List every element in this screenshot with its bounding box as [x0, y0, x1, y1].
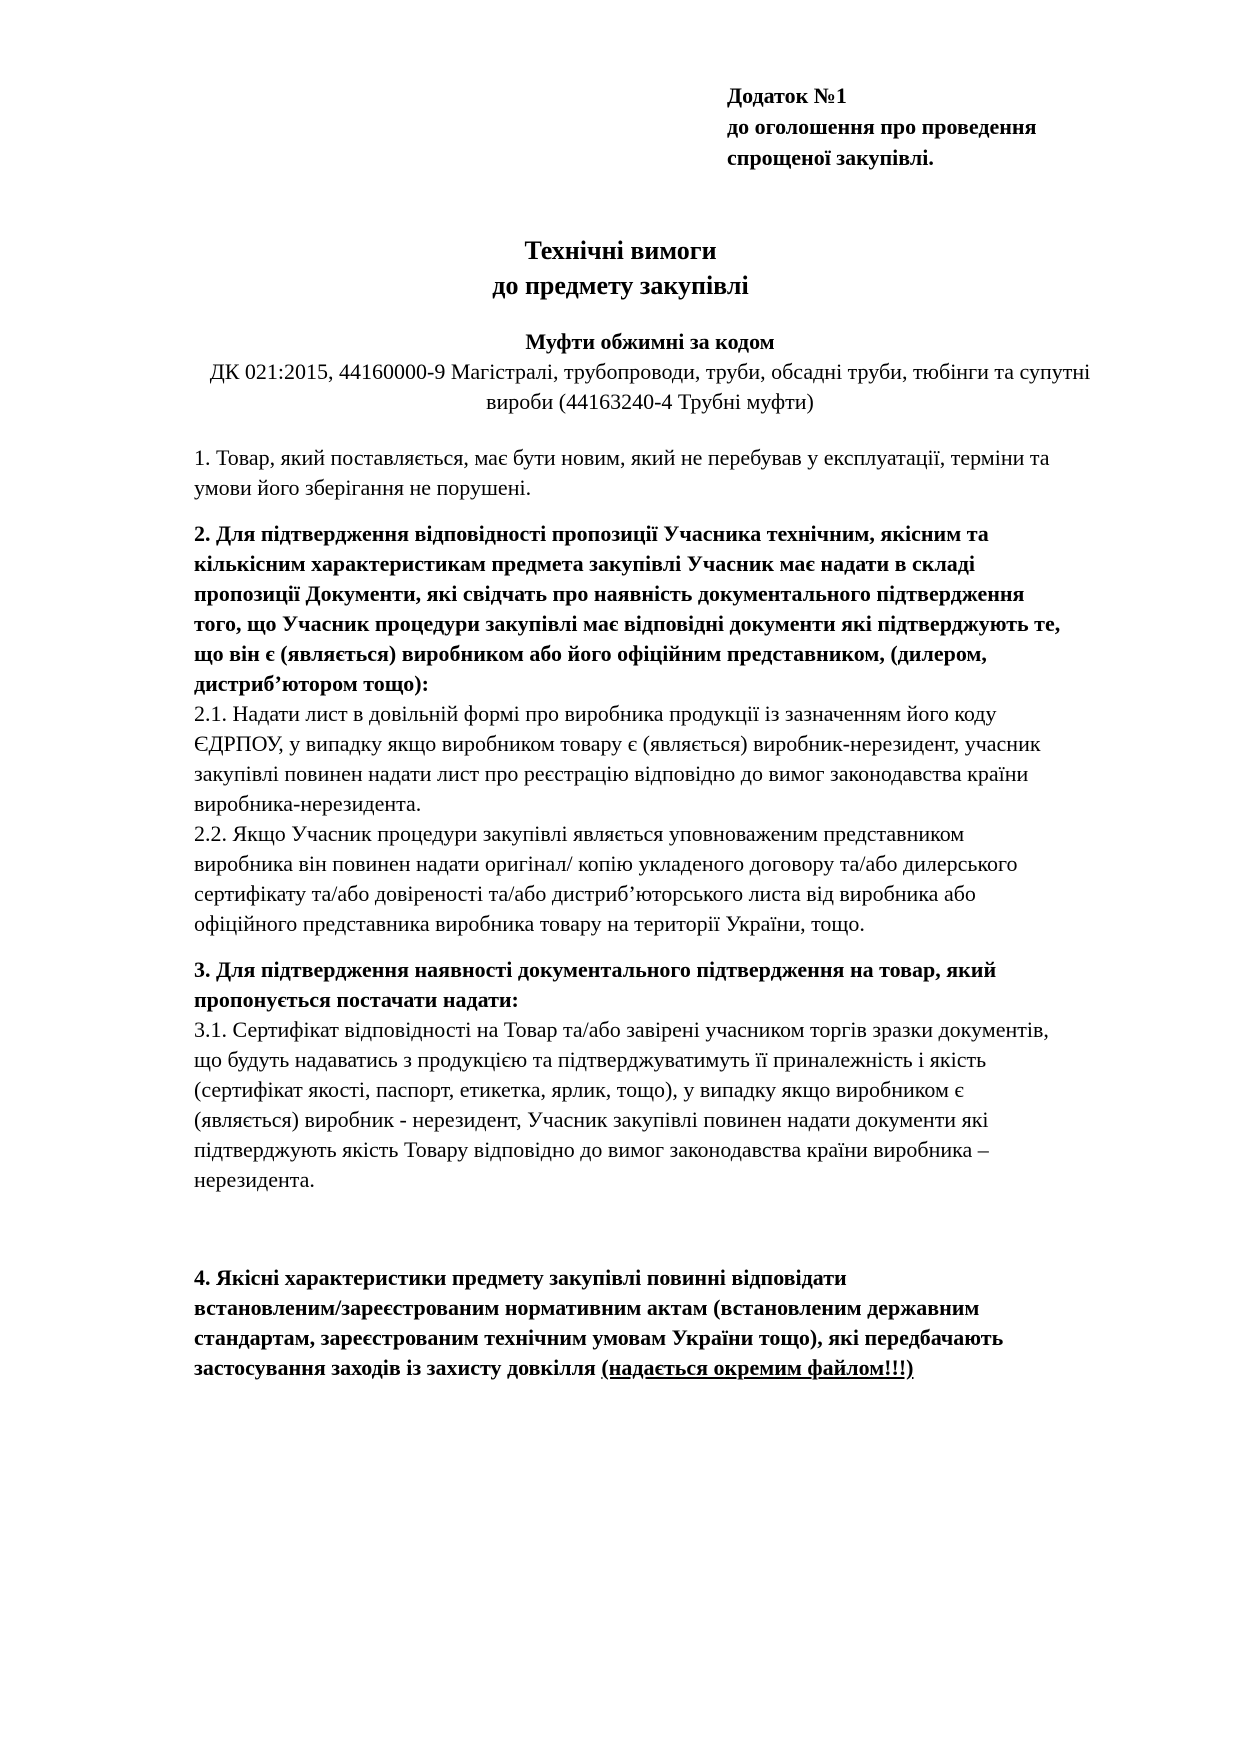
section-4-last-line — [194, 1353, 1194, 1383]
section-2-heading-line: того, що Учасник процедури закупівлі має відповідні документи які підтверджують те, — [194, 611, 1061, 636]
title-line-2: до предмету закупівлі — [492, 271, 749, 300]
annex-number: Додаток №1 — [727, 83, 847, 108]
section-2 — [194, 519, 1194, 939]
section-3-heading-line: пропонується постачати надати: — [194, 987, 519, 1012]
annex-header — [727, 80, 1037, 173]
section-3-1-line: (сертифікат якості, паспорт, етикетка, ярлик, тощо), у випадку якщо виробником є — [194, 1077, 964, 1102]
section-4-line: стандартам, зареєстрованим технічним умовам України тощо), які передбачають — [194, 1325, 1004, 1350]
section-4-line: 4. Якісні характеристики предмету закупівлі повинні відповідати — [194, 1265, 847, 1290]
subject-heading: Муфти обжимні за кодом — [525, 329, 775, 354]
annex-line-3: спрощеної закупівлі. — [727, 145, 934, 170]
section-3-1-line: що будуть надаватись з продукцією та підтверджуватимуть її приналежність і якість — [194, 1047, 987, 1072]
document-title — [0, 233, 1241, 303]
section-2-2-line: офіційного представника виробника товару на території України, тощо. — [194, 911, 865, 936]
section-3-heading-line: 3. Для підтвердження наявності документального підтвердження на товар, який — [194, 957, 997, 982]
subject-code-line-2: вироби (44163240-4 Трубні муфти) — [486, 389, 814, 414]
section-2-1-line: виробника-нерезидента. — [194, 791, 422, 816]
section-2-1-line: закупівлі повинен надати лист про реєстрацію відповідно до вимог законодавства країни — [194, 761, 1029, 786]
section-3-1-line: (являється) виробник - нерезидент, Учасник закупівлі повинен надати документи які — [194, 1107, 989, 1132]
section-2-heading-line: кількісним характеристикам предмета закупівлі Учасник має надати в складі — [194, 551, 976, 576]
section-4-last-text: застосування заходів із захисту довкілля — [194, 1355, 602, 1380]
section-2-2-line: сертифікату та/або довіреності та/або дистриб’юторського листа від виробника або — [194, 881, 976, 906]
section-2-heading-line: дистриб’ютором тощо): — [194, 671, 429, 696]
section-1-line-2: умови його зберігання не порушені. — [194, 475, 532, 500]
section-2-2-line: 2.2. Якщо Учасник процедури закупівлі являється уповноваженим представником — [194, 821, 965, 846]
section-3 — [194, 955, 1194, 1195]
subject-code-line-1: ДК 021:2015, 44160000-9 Магістралі, трубопроводи, труби, обсадні труби, тюбінги та супутні — [209, 359, 1091, 384]
section-3-1-line: підтверджують якість Товару відповідно до вимог законодавства країни виробника – — [194, 1137, 989, 1162]
section-2-heading-line: пропозиції Документи, які свідчать про наявність документального підтвердження — [194, 581, 1025, 606]
section-4-line: встановленим/зареєстрованим нормативним актам (встановленим державним — [194, 1295, 980, 1320]
section-2-heading-line: що він є (являється) виробником або його офіційним представником, (дилером, — [194, 641, 987, 666]
title-line-1: Технічні вимоги — [524, 236, 717, 265]
annex-line-2: до оголошення про проведення — [727, 114, 1037, 139]
separate-file-note: (надається окремим файлом!!!) — [601, 1355, 914, 1380]
section-3-1-line: 3.1. Сертифікат відповідності на Товар та/або завірені учасником торгів зразки документів, — [194, 1017, 1049, 1042]
section-1 — [194, 443, 1194, 503]
section-2-1-line: 2.1. Надати лист в довільній формі про виробника продукції із зазначенням його коду — [194, 701, 997, 726]
section-3-1-line: нерезидента. — [194, 1167, 315, 1192]
section-2-heading-line: 2. Для підтвердження відповідності пропозиції Учасника технічним, якісним та — [194, 521, 989, 546]
section-1-line-1: 1. Товар, який поставляється, має бути новим, який не перебував у експлуатації, терміни та — [194, 445, 1050, 470]
section-2-1-line: ЄДРПОУ, у випадку якщо виробником товару є (являється) виробник-нерезидент, учасник — [194, 731, 1041, 756]
section-2-2-line: виробника він повинен надати оригінал/ копію укладеного договору та/або дилерського — [194, 851, 1018, 876]
procurement-subject — [120, 327, 1180, 417]
section-4 — [194, 1263, 1194, 1383]
